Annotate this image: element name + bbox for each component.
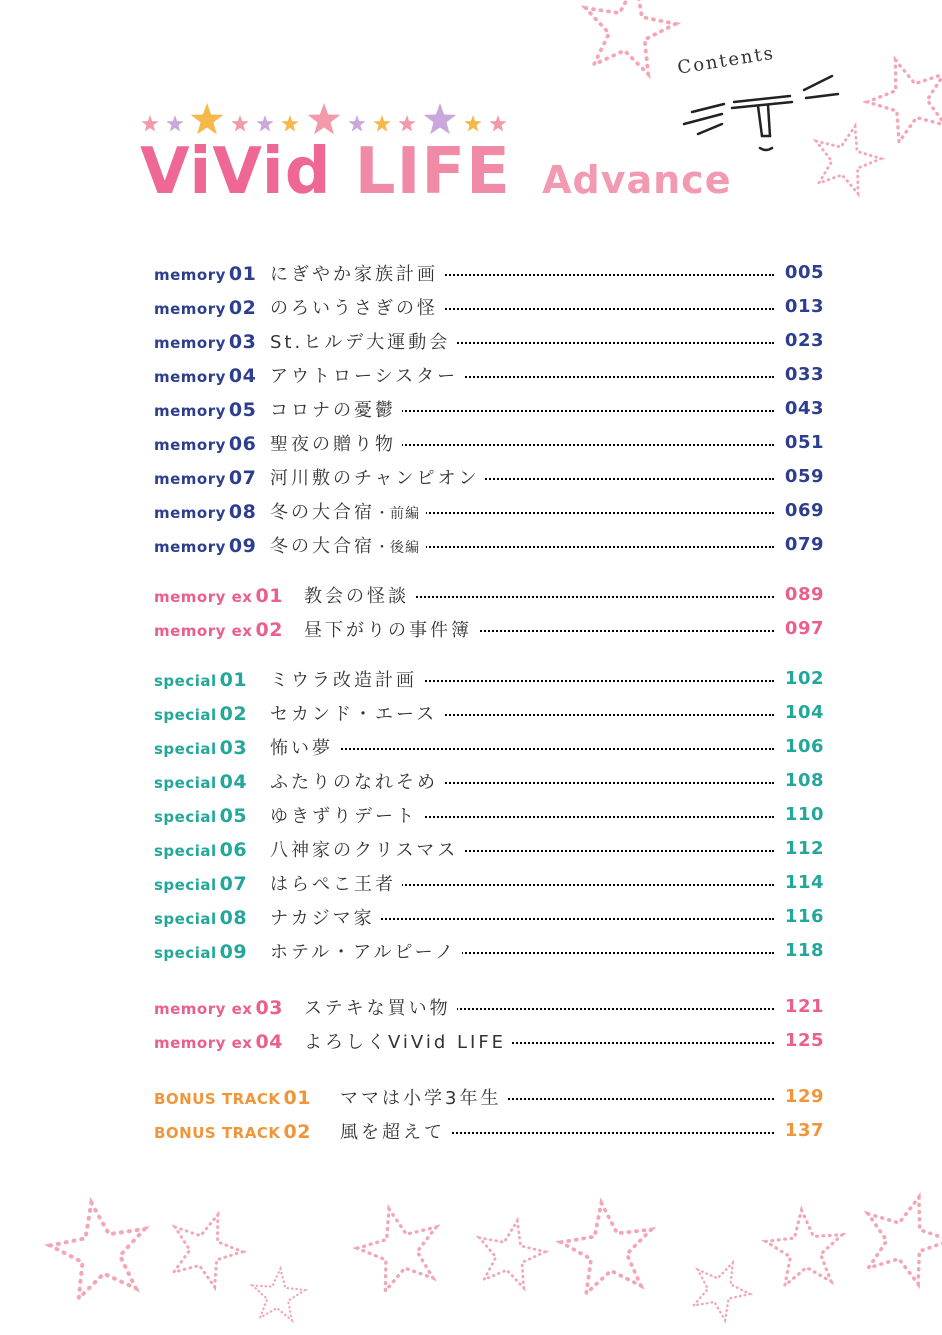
toc-title-text: ミウラ改造計画 xyxy=(270,670,417,691)
toc-title xyxy=(270,768,444,794)
toc-page-number: 097 xyxy=(775,618,824,639)
toc-page-number: 110 xyxy=(775,804,824,825)
toc-row[interactable] xyxy=(152,527,824,561)
toc-row[interactable] xyxy=(152,933,824,967)
toc-title xyxy=(340,1084,507,1110)
star-icon xyxy=(398,115,415,132)
toc-chapter-prefix: special xyxy=(154,706,217,724)
toc-row[interactable] xyxy=(152,493,824,527)
toc-chapter-number: 01 xyxy=(219,669,248,691)
toc-chapter-number: 08 xyxy=(219,907,248,929)
title-advance: Advance xyxy=(542,158,732,202)
toc-chapter-number: 02 xyxy=(255,619,283,641)
toc-title xyxy=(270,362,464,388)
toc-chapter-number: 06 xyxy=(219,839,248,861)
toc-title xyxy=(270,836,464,862)
toc-page-number: 114 xyxy=(775,872,824,893)
toc-page-number: 033 xyxy=(775,364,824,385)
toc-chapter-number: 09 xyxy=(219,941,248,963)
toc-chapter-prefix: memory xyxy=(154,402,226,420)
toc-title xyxy=(270,734,339,760)
toc-title-text: ステキな買い物 xyxy=(304,998,451,1019)
toc-title xyxy=(270,498,426,524)
toc-chapter-prefix: special xyxy=(154,910,217,928)
toc-chapter-prefix: special xyxy=(154,876,217,894)
dotted-star-icon xyxy=(471,1214,550,1291)
star-icon xyxy=(141,115,158,132)
toc-chapter-prefix: BONUS TRACK xyxy=(154,1090,281,1108)
dotted-star-icon xyxy=(576,0,681,77)
toc-title-text: 教会の怪談 xyxy=(304,586,409,607)
toc-page-number: 059 xyxy=(775,466,824,487)
toc-chapter-label xyxy=(154,839,247,861)
toc-page-number: 023 xyxy=(775,330,824,351)
toc-page-number: 079 xyxy=(775,534,824,555)
toc-row[interactable] xyxy=(152,763,824,797)
toc-chapter-label xyxy=(154,433,256,455)
toc-chapter-number: 01 xyxy=(255,585,283,607)
toc-title xyxy=(270,532,426,558)
dotted-star-icon xyxy=(763,1207,846,1287)
toc-chapter-prefix: memory xyxy=(154,436,226,454)
star-icon xyxy=(308,103,341,134)
toc-page-number: 043 xyxy=(775,398,824,419)
toc-title-text: コロナの憂鬱 xyxy=(270,400,396,421)
toc-chapter-number: 06 xyxy=(228,433,257,455)
toc-title xyxy=(270,700,443,726)
toc-row[interactable] xyxy=(152,729,824,763)
toc-page-number: 102 xyxy=(775,668,824,689)
star-icon xyxy=(489,115,506,132)
toc-page-number: 116 xyxy=(775,906,824,927)
toc-chapter-label xyxy=(154,703,247,725)
toc-title xyxy=(304,1028,512,1054)
toc-title-text: 冬の大合宿 xyxy=(270,536,375,557)
toc-title-suffix: ・前編 xyxy=(375,506,420,522)
toc-chapter-number: 01 xyxy=(283,1087,311,1109)
toc-chapter-label xyxy=(154,873,247,895)
toc-chapter-prefix: memory xyxy=(154,368,226,386)
toc-chapter-number: 03 xyxy=(255,997,283,1019)
toc-title-text: ホテル・アルピーノ xyxy=(270,942,457,963)
toc-row[interactable] xyxy=(152,695,824,729)
toc-chapter-number: 05 xyxy=(228,399,257,421)
toc-chapter-number: 07 xyxy=(228,467,257,489)
toc-page-number: 104 xyxy=(775,702,824,723)
toc-page-number: 013 xyxy=(775,296,824,317)
toc-row[interactable] xyxy=(152,289,824,323)
toc-row[interactable] xyxy=(152,797,824,831)
toc-row[interactable] xyxy=(152,899,824,933)
dotted-star-icon xyxy=(852,1184,942,1289)
toc-title-text: アウトローシスター xyxy=(270,366,459,387)
toc-row[interactable] xyxy=(152,865,824,899)
toc-chapter-number: 08 xyxy=(228,501,257,523)
toc-row[interactable] xyxy=(152,459,824,493)
toc-page-number: 051 xyxy=(775,432,824,453)
dotted-star-icon xyxy=(160,1202,251,1291)
toc-chapter-number: 03 xyxy=(219,737,248,759)
toc-chapter-label xyxy=(154,585,283,607)
toc-chapter-label xyxy=(154,941,247,963)
toc-title xyxy=(270,294,444,320)
toc-chapter-number: 05 xyxy=(219,805,248,827)
toc-chapter-label xyxy=(154,1031,283,1053)
toc-row[interactable] xyxy=(152,323,824,357)
toc-chapter-label xyxy=(154,805,247,827)
toc-row[interactable] xyxy=(152,1023,824,1057)
toc-row[interactable] xyxy=(152,357,824,391)
toc-chapter-label xyxy=(154,399,256,421)
toc-chapter-number: 01 xyxy=(228,263,257,285)
toc-chapter-prefix: memory xyxy=(154,300,226,318)
toc-title-text: 昼下がりの事件簿 xyxy=(304,620,472,641)
toc-leader-dots xyxy=(290,748,774,750)
toc-row[interactable] xyxy=(152,661,824,695)
toc-title xyxy=(270,464,485,490)
dotted-star-icon xyxy=(44,1194,155,1301)
toc-row[interactable] xyxy=(152,1113,824,1147)
toc-chapter-number: 04 xyxy=(228,365,257,387)
toc-title-text: St.ヒルデ大運動会 xyxy=(270,332,451,353)
toc-page-number: 106 xyxy=(775,736,824,757)
toc-title-text: はらぺこ王者 xyxy=(270,874,396,895)
star-icon xyxy=(231,115,248,132)
toc-title-text: セカンド・エース xyxy=(270,704,438,725)
toc-page-number: 118 xyxy=(775,940,824,961)
toc-chapter-number: 04 xyxy=(219,771,248,793)
page-title xyxy=(140,132,731,220)
toc-title xyxy=(270,802,423,828)
toc-row[interactable] xyxy=(152,1079,824,1113)
toc-title xyxy=(304,994,457,1020)
toc-chapter-number: 09 xyxy=(228,535,257,557)
toc-chapter-label xyxy=(154,997,283,1019)
toc-chapter-label xyxy=(154,619,283,641)
toc-chapter-label xyxy=(154,501,256,523)
toc-title xyxy=(270,904,381,930)
toc-chapter-prefix: special xyxy=(154,842,217,860)
toc-page-number: 069 xyxy=(775,500,824,521)
toc-chapter-prefix: memory ex xyxy=(154,622,253,640)
star-icon xyxy=(281,115,298,132)
toc-chapter-number: 03 xyxy=(228,331,257,353)
toc-title xyxy=(340,1118,451,1144)
toc-title xyxy=(270,870,402,896)
toc-title xyxy=(270,666,423,692)
star-icon xyxy=(166,115,183,132)
title-block xyxy=(140,98,740,218)
toc-chapter-label xyxy=(154,907,247,929)
toc-title xyxy=(270,260,444,286)
toc-page-number: 129 xyxy=(775,1086,824,1107)
toc-chapter-number: 02 xyxy=(228,297,257,319)
toc-chapter-label xyxy=(154,1087,311,1109)
dotted-star-icon xyxy=(683,1251,759,1325)
toc-page-number: 089 xyxy=(775,584,824,605)
toc-page-number: 005 xyxy=(775,262,824,283)
toc-title-text: 風を超えて xyxy=(340,1122,445,1143)
toc-chapter-prefix: special xyxy=(154,808,217,826)
toc-row[interactable] xyxy=(152,577,824,611)
star-icon xyxy=(191,103,224,134)
toc-chapter-prefix: memory ex xyxy=(154,588,253,606)
toc-chapter-number: 07 xyxy=(219,873,248,895)
dotted-star-icon xyxy=(556,1197,658,1296)
toc-page-number: 108 xyxy=(775,770,824,791)
toc-chapter-label xyxy=(154,669,247,691)
dotted-star-icon xyxy=(250,1266,307,1321)
star-icon xyxy=(348,115,365,132)
toc-row[interactable] xyxy=(152,989,824,1023)
toc-chapter-label xyxy=(154,1121,311,1143)
toc-chapter-prefix: memory ex xyxy=(154,1034,253,1052)
toc-title xyxy=(304,616,478,642)
toc-chapter-prefix: special xyxy=(154,672,217,690)
toc-chapter-number: 02 xyxy=(283,1121,311,1143)
toc-row[interactable] xyxy=(152,391,824,425)
toc-title-text: 怖い夢 xyxy=(270,738,333,759)
toc-title xyxy=(270,396,402,422)
toc-chapter-prefix: special xyxy=(154,740,217,758)
toc-chapter-label xyxy=(154,737,247,759)
toc-title xyxy=(270,328,456,354)
toc-title-text: 聖夜の贈り物 xyxy=(270,434,396,455)
toc-row[interactable] xyxy=(152,255,824,289)
star-icon xyxy=(424,103,457,134)
toc-chapter-label xyxy=(154,535,256,557)
toc-title-suffix: ・後編 xyxy=(375,540,420,556)
toc-title xyxy=(270,938,462,964)
toc-page-number: 121 xyxy=(775,996,824,1017)
toc-title xyxy=(304,582,415,608)
toc-chapter-label xyxy=(154,263,256,285)
toc-page-number: 125 xyxy=(775,1030,824,1051)
toc-row[interactable] xyxy=(152,831,824,865)
toc-title-text: のろいうさぎの怪 xyxy=(270,298,438,319)
toc-title-text: ママは小学3年生 xyxy=(340,1088,502,1109)
star-icon xyxy=(373,115,390,132)
toc-title-text: 冬の大合宿 xyxy=(270,502,375,523)
toc-chapter-label xyxy=(154,331,256,353)
contents-label: Contents xyxy=(676,42,777,79)
toc-title xyxy=(270,430,402,456)
toc-page-number: 137 xyxy=(775,1120,824,1141)
toc-chapter-prefix: special xyxy=(154,774,217,792)
toc-title-text: ゆきずりデート xyxy=(270,806,417,827)
dotted-star-icon xyxy=(857,46,942,147)
toc-chapter-prefix: memory xyxy=(154,334,226,352)
toc-chapter-label xyxy=(154,771,247,793)
toc-page-number: 112 xyxy=(775,838,824,859)
toc-title-text: よろしくViVid LIFE xyxy=(304,1032,507,1053)
toc-title-text: 八神家のクリスマス xyxy=(270,840,459,861)
toc-row[interactable] xyxy=(152,611,824,645)
title-vivid: ViVid xyxy=(140,135,332,209)
toc-chapter-prefix: memory xyxy=(154,266,226,284)
star-icon xyxy=(256,115,273,132)
toc-title-text: にぎやか家族計画 xyxy=(270,264,438,285)
toc-row[interactable] xyxy=(152,425,824,459)
toc-chapter-prefix: special xyxy=(154,944,217,962)
toc-chapter-number: 04 xyxy=(255,1031,283,1053)
toc-chapter-label xyxy=(154,365,256,387)
toc-chapter-number: 02 xyxy=(219,703,248,725)
toc-chapter-label xyxy=(154,467,256,489)
toc-chapter-prefix: memory xyxy=(154,504,226,522)
dotted-star-icon xyxy=(350,1198,449,1295)
star-icon xyxy=(464,115,481,132)
toc-title-text: ふたりのなれそめ xyxy=(270,772,438,793)
title-life: LIFE xyxy=(354,135,511,209)
toc-chapter-prefix: memory ex xyxy=(154,1000,253,1018)
toc-chapter-prefix: memory xyxy=(154,470,226,488)
toc-chapter-prefix: BONUS TRACK xyxy=(154,1124,281,1142)
toc-title-text: 河川敷のチャンピオン xyxy=(270,468,480,489)
toc-chapter-prefix: memory xyxy=(154,538,226,556)
toc-title-text: ナカジマ家 xyxy=(270,908,375,929)
toc-chapter-label xyxy=(154,297,256,319)
